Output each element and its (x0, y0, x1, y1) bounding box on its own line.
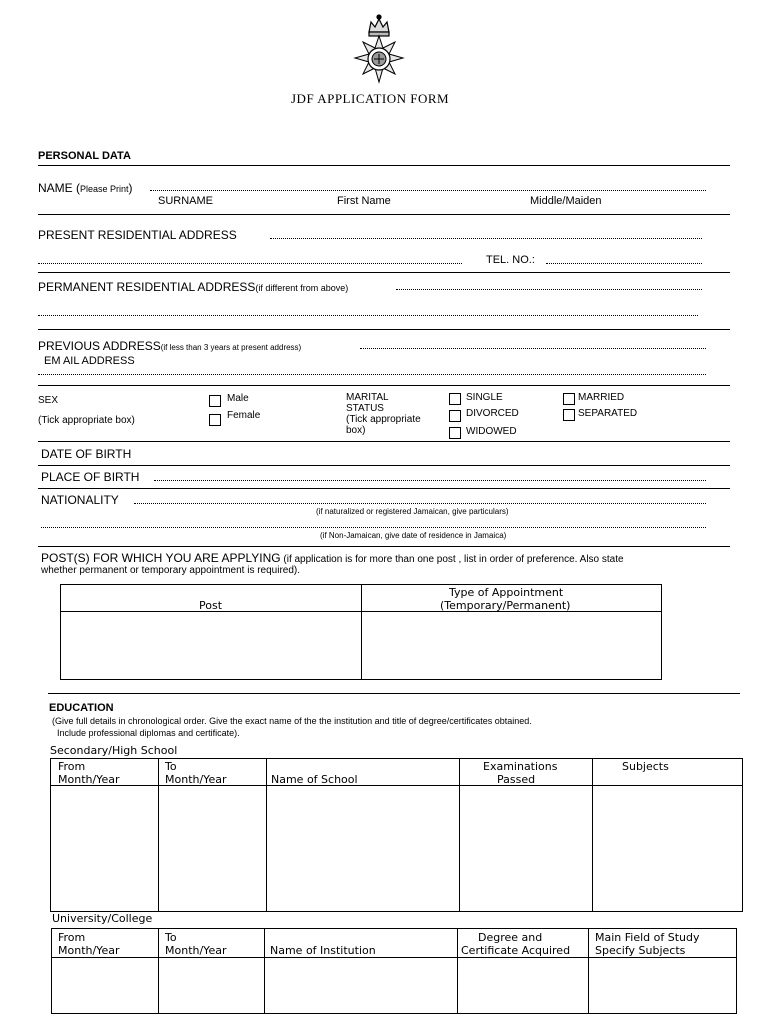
col-divider (459, 759, 460, 911)
form-title: JDF APPLICATION FORM (291, 91, 450, 106)
divider (38, 214, 730, 215)
personal-data-heading: PERSONAL DATA (38, 150, 131, 162)
male-label: Male (227, 393, 249, 404)
jdf-crest-icon (343, 12, 415, 88)
single-checkbox[interactable] (449, 393, 461, 405)
present-address-field-2[interactable] (38, 263, 462, 264)
uni-inst: Name of Institution (270, 944, 376, 957)
nationality-label: NATIONALITY (41, 493, 119, 507)
nationality-field-2[interactable] (41, 527, 706, 528)
pob-field[interactable] (154, 480, 706, 481)
col-divider (158, 759, 159, 911)
university-table (51, 928, 737, 1014)
uni-to-2: Month/Year (165, 944, 227, 957)
permanent-address-field[interactable] (396, 289, 702, 290)
surname-label: SURNAME (158, 195, 214, 207)
uni-from-1: From (58, 931, 86, 944)
sec-exam-1: Examinations (483, 760, 558, 773)
uni-to-1: To (165, 931, 177, 944)
sec-exam-2: Passed (497, 773, 536, 786)
uni-from-2: Month/Year (58, 944, 120, 957)
married-label: MARRIED (578, 392, 625, 403)
education-heading: EDUCATION (49, 702, 114, 714)
permanent-address-field-2[interactable] (38, 315, 698, 316)
col-type-1: Type of Appointment (449, 586, 564, 599)
marital-label-3: (Tick appropriate (346, 414, 421, 425)
sex-hint: (Tick appropriate box) (38, 415, 135, 426)
email-field[interactable] (38, 374, 706, 375)
secondary-label: Secondary/High School (50, 744, 178, 757)
col-divider (264, 929, 265, 1013)
divider (38, 272, 730, 273)
permanent-address-label: PERMANENT RESIDENTIAL ADDRESS(if different from above) (38, 280, 349, 294)
sec-to-1: To (165, 760, 177, 773)
col-divider (588, 929, 589, 1013)
divider (38, 441, 730, 442)
female-label: Female (227, 410, 261, 421)
education-hint-1: (Give full details in chronological order. Give the exact name of the the institution and title of degree/certificates obtained. (52, 716, 532, 726)
posts-hint-2: whether permanent or temporary appointment is required). (41, 565, 301, 576)
sex-label: SEX (38, 395, 59, 406)
sec-subjects: Subjects (622, 760, 669, 773)
divider (38, 488, 730, 489)
tel-field[interactable] (546, 263, 702, 264)
col-divider (158, 929, 159, 1013)
divider (38, 546, 730, 547)
posts-label: POST(S) FOR WHICH YOU ARE APPLYING (if application is for more than one post , list in order of preference. Also state (41, 551, 624, 565)
pob-label: PLACE OF BIRTH (41, 470, 140, 484)
sec-school: Name of School (271, 773, 358, 786)
non-jamaican-hint: (if Non-Jamaican, give date of residence in Jamaica) (320, 531, 507, 540)
present-address-field[interactable] (270, 238, 702, 239)
single-label: SINGLE (466, 392, 503, 403)
separated-label: SEPARATED (578, 408, 638, 419)
present-address-label: PRESENT RESIDENTIAL ADDRESS (38, 228, 237, 242)
divorced-checkbox[interactable] (449, 410, 461, 422)
separated-checkbox[interactable] (563, 409, 575, 421)
tel-label: TEL. NO.: (486, 254, 535, 266)
previous-address-label: PREVIOUS ADDRESS(if less than 3 years at present address) (38, 339, 302, 353)
uni-deg-1: Degree and (478, 931, 543, 944)
col-divider (457, 929, 458, 1013)
dob-label: DATE OF BIRTH (41, 447, 132, 461)
university-label: University/College (52, 912, 153, 925)
row-divider (52, 957, 736, 958)
col-post: Post (199, 599, 223, 612)
sec-from-2: Month/Year (58, 773, 120, 786)
row-divider (51, 785, 742, 786)
naturalized-hint: (if naturalized or registered Jamaican, give particulars) (316, 507, 509, 516)
col-divider (266, 759, 267, 911)
previous-address-field[interactable] (360, 348, 706, 349)
email-label: EM AIL ADDRESS (44, 355, 135, 367)
type-cell[interactable] (362, 612, 661, 679)
male-checkbox[interactable] (209, 395, 221, 407)
first-name-label: First Name (337, 195, 391, 207)
marital-label-2: STATUS (346, 403, 384, 414)
posts-table (60, 584, 662, 680)
middle-name-label: Middle/Maiden (530, 195, 602, 207)
uni-field-2: Specify Subjects (595, 944, 686, 957)
education-hint-2: Include professional diplomas and certificate). (57, 728, 240, 738)
divorced-label: DIVORCED (466, 408, 519, 419)
married-checkbox[interactable] (563, 393, 575, 405)
name-label: NAME (Please Print) (38, 181, 133, 195)
post-cell[interactable] (61, 612, 360, 679)
divider (38, 165, 730, 166)
divider (38, 465, 730, 466)
uni-deg-2: Certificate Acquired (461, 944, 571, 957)
col-divider (592, 759, 593, 911)
widowed-label: WIDOWED (466, 426, 517, 437)
widowed-checkbox[interactable] (449, 427, 461, 439)
sec-from-1: From (58, 760, 86, 773)
divider (48, 693, 740, 694)
divider (38, 385, 730, 386)
female-checkbox[interactable] (209, 414, 221, 426)
uni-field-1: Main Field of Study (595, 931, 700, 944)
sec-to-2: Month/Year (165, 773, 227, 786)
marital-label-4: box) (346, 425, 366, 436)
divider (38, 329, 730, 330)
nationality-field[interactable] (134, 503, 706, 504)
name-field[interactable] (150, 190, 706, 191)
marital-label-1: MARITAL (346, 392, 389, 403)
secondary-table (50, 758, 743, 912)
col-type-2: (Temporary/Permanent) (440, 599, 571, 612)
